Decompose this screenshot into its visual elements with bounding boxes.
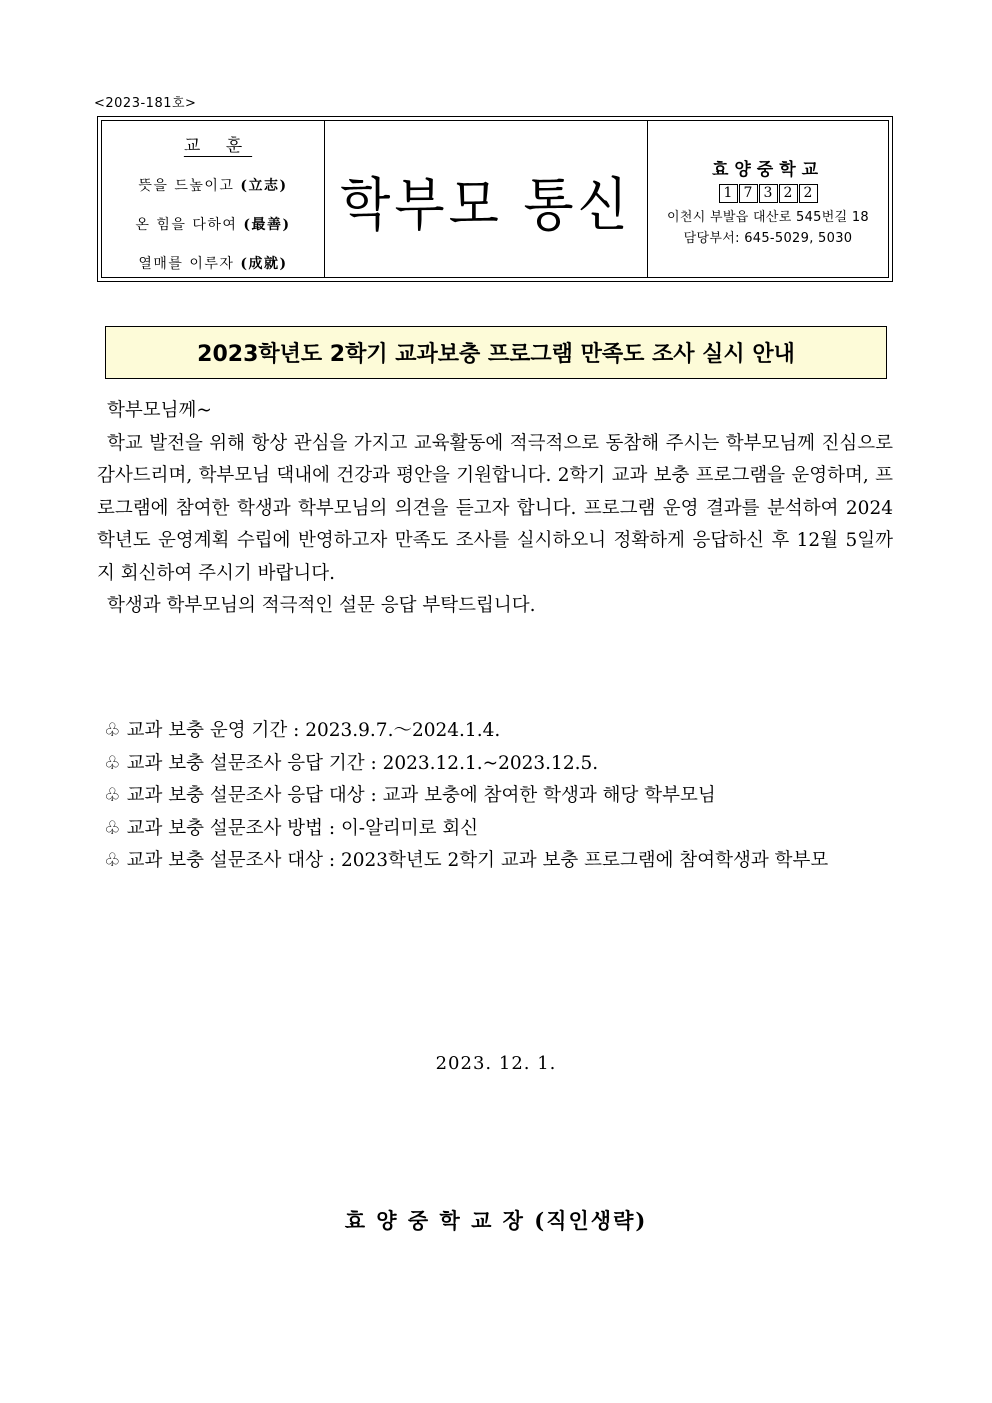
newsletter-header-inner [101, 120, 889, 278]
motto-text: 온 힘을 다하여 [135, 217, 244, 233]
school-address: 이천시 부발읍 대산로 545번길 18 [666, 210, 870, 225]
list-item [104, 748, 904, 781]
letter-body [97, 395, 893, 623]
newsletter-title-cell [325, 121, 648, 277]
postcode-digit: 7 [739, 184, 758, 203]
postcode-digit: 1 [719, 184, 738, 203]
motto-line-2 [102, 214, 324, 234]
motto-line-3 [102, 253, 324, 273]
motto-hanja: (立志) [240, 178, 288, 194]
motto-text: 열매를 이루자 [138, 256, 241, 272]
school-motto [102, 121, 325, 277]
body-paragraph: 학교 발전을 위해 항상 관심을 가지고 교육활동에 적극적으로 동참해 주시는 학부모님께 진심으로 감사드리며, 학부모님 댁내에 건강과 평안을 기원합니다. 2학기 교과 보충 프로그램을 운영하며, 프로그램에 참여한 학생과 학부모님의 의견을 듣고자 합니다. 프로그램 운영 결과를 분석하여 2024학년도 운영계획 수립에 반영하고자 만족도 조사를 실시하오니 정확하게 응답하신 후 12월 5일까지 회신하여 주시기 바랍니다. [97, 432, 893, 584]
list-item-text: 교과 보충 설문조사 방법 : 이-알리미로 회신 [126, 817, 479, 839]
list-item [104, 780, 904, 813]
motto-line-1 [102, 175, 324, 195]
list-item-text: 교과 보충 설문조사 대상 : 2023학년도 2학기 교과 보충 프로그램에 참여학생과 학부모 [126, 850, 829, 871]
closing-line: 학생과 학부모님의 적극적인 설문 응답 부탁드립니다. [107, 595, 536, 616]
greeting: 학부모님께~ [107, 400, 212, 421]
club-outline-icon: ♧ [104, 817, 121, 839]
club-outline-icon: ♧ [104, 752, 121, 774]
club-outline-icon: ♧ [104, 785, 121, 806]
club-outline-icon: ♧ [104, 850, 121, 871]
issue-date: 2023. 12. 1. [435, 1053, 557, 1074]
motto-hanja: (成就) [240, 256, 288, 272]
list-item-text: 교과 보충 설문조사 응답 기간 : 2023.12.1.~2023.12.5. [126, 752, 599, 774]
postcode-digit: 2 [779, 184, 798, 203]
school-info [648, 121, 888, 277]
list-item [104, 845, 904, 878]
list-item-text: 교과 보충 운영 기간 : 2023.9.7.～2024.1.4. [126, 720, 501, 741]
info-list [104, 715, 904, 878]
school-phone: 담당부서: 645-5029, 5030 [683, 231, 853, 246]
document-title-box [105, 326, 887, 379]
document-title: 2023학년도 2학기 교과보충 프로그램 만족도 조사 실시 안내 [197, 342, 795, 367]
principal-signature: 효 양 중 학 교 장 (직인생략) [344, 1208, 648, 1233]
list-item [104, 813, 904, 846]
school-name: 효양중학교 [711, 160, 825, 180]
newsletter-title: 학부모 통신 [340, 172, 632, 239]
list-item-text: 교과 보충 설문조사 응답 대상 : 교과 보충에 참여한 학생과 해당 학부모님 [126, 785, 716, 806]
newsletter-header [97, 116, 893, 282]
motto-hanja: (最善) [243, 217, 291, 233]
list-item [104, 715, 904, 748]
motto-text: 뜻을 드높이고 [138, 178, 241, 194]
postcode [648, 184, 888, 203]
motto-title: 교 훈 [183, 136, 253, 156]
issue-number: <2023-181호> [94, 96, 197, 111]
postcode-digit: 3 [759, 184, 778, 203]
club-outline-icon: ♧ [104, 720, 121, 741]
postcode-digit: 2 [799, 184, 818, 203]
